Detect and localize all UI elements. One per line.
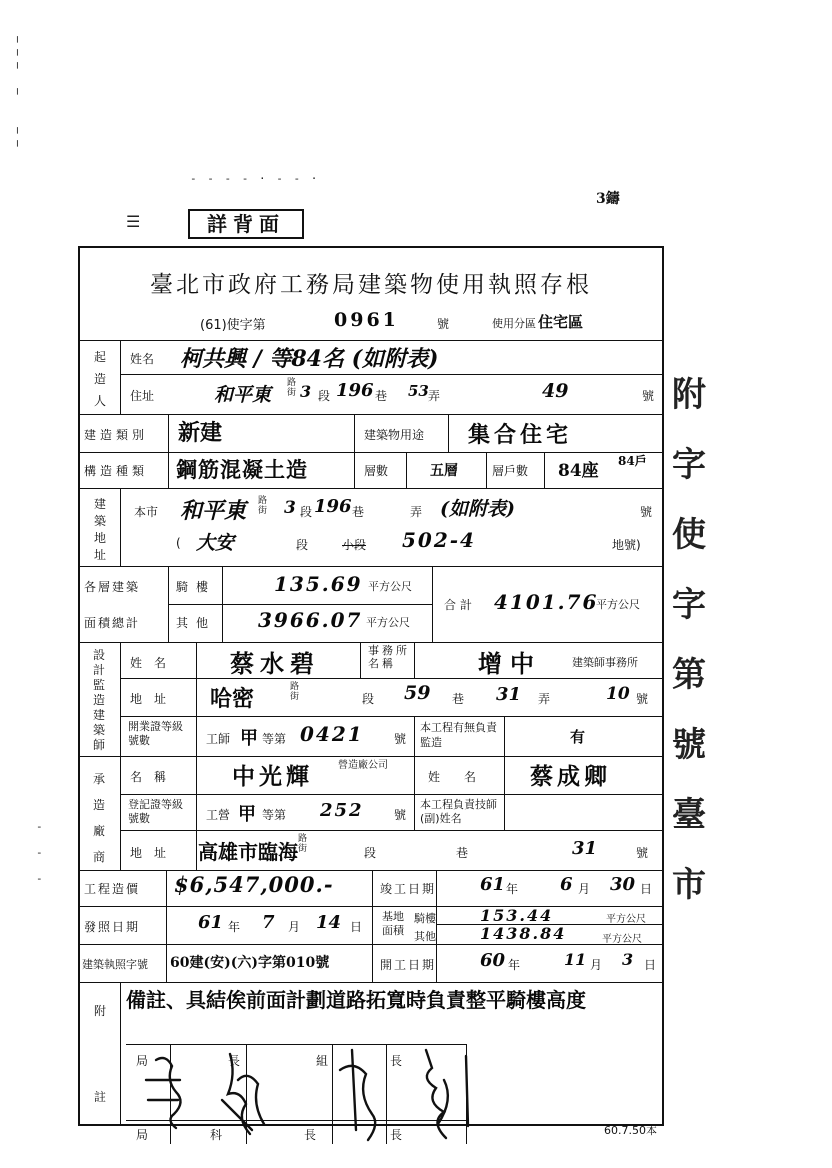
- start-day-label: 日: [644, 958, 657, 972]
- contractor-reg-number: 252: [320, 800, 364, 821]
- start-label: 開工日期: [380, 958, 437, 972]
- rule: [120, 716, 664, 717]
- contractor-number: 31: [572, 838, 598, 859]
- architect-office-label: 事務所名稱: [368, 644, 410, 670]
- rule: [78, 340, 664, 341]
- rule: [120, 830, 664, 831]
- start-day: 3: [622, 950, 634, 969]
- completion-label: 竣工日期: [380, 882, 437, 896]
- issue-day: 14: [316, 912, 342, 933]
- alley-label: 弄: [428, 389, 441, 403]
- architect-lane: 59: [404, 682, 431, 704]
- start-month-label: 月: [590, 958, 603, 972]
- contractor-tech-label: 本工程負責技師(副)姓名: [420, 798, 497, 825]
- site-street: 和平東: [180, 498, 247, 524]
- rule: [486, 452, 487, 488]
- sign-label: 長: [304, 1128, 317, 1142]
- issue-year-label: 年: [228, 920, 241, 934]
- rule: [414, 716, 415, 756]
- site-line2-open: (: [176, 536, 181, 550]
- architect-section-label: 段: [362, 692, 375, 706]
- architect-name-value: 蔡水碧: [230, 649, 320, 678]
- rule: [432, 566, 433, 642]
- rule: [168, 604, 432, 605]
- road-label: 路街: [287, 378, 297, 398]
- detail-back-stamp: 詳背面: [188, 209, 304, 239]
- document-title: 臺北市政府工務局建築物使用執照存根: [150, 272, 592, 298]
- applicant-group-label: 起造人: [93, 350, 106, 408]
- site-area-label: 基地面積: [382, 910, 404, 937]
- site-subsection-label: 小段: [342, 538, 367, 552]
- contractor-address-value: 高雄市臨海: [198, 840, 298, 864]
- rule: [78, 414, 664, 415]
- contractor-reg-suffix: 號: [394, 808, 407, 822]
- site-other-unit: 平方公尺: [602, 934, 642, 945]
- area-total-label: 合計: [444, 598, 477, 612]
- architect-number-label: 號: [636, 692, 649, 706]
- area-label-bottom: 面積總計: [84, 616, 141, 630]
- rule: [78, 642, 664, 643]
- rule: [504, 756, 505, 830]
- rule: [120, 340, 121, 414]
- units-extra: 84戶: [618, 454, 647, 468]
- rule: [544, 452, 545, 488]
- area-total-unit: 平方公尺: [596, 598, 640, 611]
- rule: [372, 870, 373, 982]
- contractor-group-label: 承造廠商: [92, 772, 105, 864]
- contractor-reg-mid: 等第: [262, 808, 287, 822]
- permit-number-value: 0961: [334, 309, 399, 331]
- site-lot-label: 地號): [612, 538, 641, 552]
- contractor-address-label: 地址: [130, 846, 179, 860]
- applicant-number: 49: [542, 380, 569, 402]
- architect-license-grade: 甲: [240, 728, 258, 749]
- scan-mark: ☰: [126, 212, 141, 231]
- site-city: 本市: [134, 505, 159, 519]
- sign-label: 長: [390, 1054, 403, 1068]
- scan-mark: - - -: [36, 820, 43, 885]
- site-lot-section: 大安: [196, 532, 235, 554]
- completion-year: 61: [480, 874, 506, 895]
- floors-value: 五層: [430, 463, 458, 479]
- architect-resp-value: 有: [570, 728, 586, 746]
- lane-label: 巷: [375, 389, 388, 403]
- issue-month-label: 月: [288, 920, 301, 934]
- issue-day-label: 日: [350, 920, 363, 934]
- rule: [222, 566, 223, 642]
- rule: [354, 414, 355, 488]
- contractor-person-value: 蔡成卿: [530, 763, 611, 790]
- area-arcade-unit: 平方公尺: [368, 580, 412, 593]
- contractor-lane-label: 巷: [456, 846, 469, 860]
- site-alley-label: 弄: [410, 505, 423, 519]
- building-use-value: 集合住宅: [468, 422, 573, 448]
- rule: [406, 452, 407, 488]
- applicant-name-value: 柯共興 / 等84名 (如附表): [180, 346, 439, 372]
- area-other-label: 其他: [176, 616, 217, 630]
- rule: [78, 452, 664, 453]
- cost-label: 工程造價: [84, 882, 141, 896]
- architect-license-label: 開業證等級號數: [128, 720, 183, 747]
- site-number-label: 號: [640, 505, 653, 519]
- contractor-name-value: 中光輝: [232, 763, 313, 790]
- architect-alley: 31: [496, 684, 522, 705]
- area-arcade-value: 135.69: [274, 572, 363, 596]
- structure-label: 構造種類: [84, 464, 149, 478]
- start-month: 11: [564, 950, 587, 969]
- rule: [504, 716, 505, 756]
- units-label: 層戶數: [492, 464, 529, 478]
- architect-office-value: 增中: [478, 649, 542, 678]
- completion-day-label: 日: [640, 882, 653, 896]
- rule: [120, 982, 121, 1126]
- site-note: (如附表): [440, 498, 515, 520]
- rule: [168, 566, 169, 642]
- permit-value: 60建(安)(六)字第010號: [170, 955, 330, 971]
- sign-label: 局: [136, 1128, 149, 1142]
- architect-road-label: 路街: [290, 682, 300, 702]
- area-total-value: 4101.76: [494, 590, 599, 614]
- building-type-label: 建造類別: [84, 428, 149, 442]
- site-label: 建築地址: [93, 497, 106, 562]
- notes-label-bottom: 註: [94, 1090, 107, 1104]
- contractor-section-label: 段: [364, 846, 377, 860]
- contractor-road-label: 路街: [298, 834, 308, 854]
- sign-label: 局: [136, 1054, 149, 1068]
- building-type-value: 新建: [178, 420, 223, 446]
- site-lane: 196: [314, 496, 352, 517]
- corner-mark: 3鑄: [596, 191, 620, 207]
- number-label: 號: [642, 389, 655, 403]
- signature-scribbles: [126, 1040, 486, 1150]
- units-value: 84座: [558, 461, 599, 481]
- architect-address-street: 哈密: [210, 686, 255, 712]
- architect-office-suffix: 建築師事務所: [572, 656, 638, 669]
- applicant-address-label: 住址: [130, 389, 155, 403]
- applicant-lane: 196: [336, 380, 374, 401]
- section-label: 段: [318, 389, 331, 403]
- architect-number: 10: [606, 684, 630, 704]
- rule: [360, 642, 361, 678]
- contractor-person-label: 姓名: [428, 770, 501, 784]
- area-other-unit: 平方公尺: [366, 616, 410, 629]
- issue-year: 61: [198, 912, 224, 933]
- site-lane-label: 巷: [352, 505, 365, 519]
- architect-resp-label: 本工程有無負責監造: [420, 721, 497, 749]
- issue-label: 發照日期: [84, 920, 141, 934]
- site-arcade-label: 騎樓: [414, 912, 436, 925]
- permit-number-line: (61)使字第: [200, 318, 266, 333]
- rule: [120, 374, 664, 375]
- cost-value: $6,547,000.-: [174, 872, 334, 897]
- permit-number-suffix: 號: [437, 317, 450, 331]
- contractor-number-label: 號: [636, 846, 649, 860]
- applicant-section: 3: [300, 382, 312, 401]
- rule: [414, 756, 415, 830]
- print-code: 60.7.50本: [604, 1124, 657, 1137]
- site-section-label: 段: [300, 505, 313, 519]
- rule: [78, 982, 664, 983]
- notes-text: 備註、具結俟前面計劃道路拓寬時負責整平騎樓高度: [126, 988, 586, 1012]
- structure-value: 鋼筋混凝土造: [176, 457, 308, 482]
- building-use-label: 建築物用途: [364, 428, 425, 442]
- rule: [414, 642, 415, 678]
- rule: [168, 414, 169, 488]
- rule: [78, 756, 664, 757]
- applicant-name-label: 姓名: [130, 352, 155, 366]
- architect-license-mid: 等第: [262, 732, 287, 746]
- contractor-reg-label: 登記證等級號數: [128, 798, 183, 825]
- architect-alley-label: 弄: [538, 692, 551, 706]
- sign-label: 長: [228, 1054, 241, 1068]
- site-lot-section-label: 段: [296, 538, 309, 552]
- contractor-reg-grade: 甲: [238, 804, 256, 825]
- rule: [196, 642, 197, 870]
- contractor-reg-prefix: 工營: [206, 808, 231, 822]
- scan-mark: ╷ ╷ ╷ ╷ ╷ ╷: [14, 30, 21, 147]
- rule: [78, 566, 664, 567]
- start-year: 60: [480, 950, 506, 971]
- completion-year-label: 年: [506, 882, 519, 896]
- contractor-name-suffix: 營造廠公司: [338, 760, 388, 771]
- sign-label: 長: [390, 1128, 403, 1142]
- site-road-label: 路街: [258, 496, 268, 516]
- area-label-top: 各層建築: [84, 580, 141, 594]
- rule: [120, 678, 664, 679]
- issue-month: 7: [262, 912, 275, 933]
- architect-license-prefix: 工師: [206, 732, 231, 746]
- site-arcade-value: 153.44: [480, 906, 554, 925]
- sign-label: 組: [316, 1054, 329, 1068]
- rule: [436, 870, 437, 982]
- zone-label: 使用分區: [492, 317, 536, 330]
- completion-month-label: 月: [578, 882, 591, 896]
- completion-month: 6: [560, 874, 573, 895]
- site-other-label: 其他: [414, 930, 436, 943]
- rule: [166, 870, 167, 982]
- rule: [120, 794, 664, 795]
- margin-bleed-text: 附 字 使 字 第 號 臺 市: [672, 375, 706, 905]
- site-other-value: 1438.84: [480, 924, 567, 943]
- architect-address-label: 地址: [130, 692, 179, 706]
- architect-license-suffix: 號: [394, 732, 407, 746]
- rule: [120, 642, 121, 870]
- architect-license-number: 0421: [300, 722, 364, 746]
- site-arcade-unit: 平方公尺: [606, 914, 646, 925]
- applicant-street: 和平東: [214, 384, 272, 406]
- rule: [120, 488, 121, 566]
- architect-lane-label: 巷: [452, 692, 465, 706]
- notes-label-top: 附: [94, 1004, 107, 1018]
- architect-name-label: 姓名: [130, 656, 179, 670]
- area-other-value: 3966.07: [258, 608, 363, 632]
- area-arcade-label: 騎樓: [176, 580, 217, 594]
- contractor-name-label: 名稱: [130, 770, 179, 784]
- sign-label: 科: [210, 1128, 223, 1142]
- applicant-alley: 53: [408, 382, 429, 400]
- floors-label: 層數: [364, 464, 389, 478]
- completion-day: 30: [610, 874, 636, 895]
- scan-mark: - - - - · - - ·: [190, 172, 320, 185]
- rule: [78, 488, 664, 489]
- start-year-label: 年: [508, 958, 521, 972]
- site-section: 3: [284, 498, 296, 518]
- permit-label: 建築執照字號: [82, 958, 148, 971]
- zone-value: 住宅區: [538, 313, 584, 331]
- architect-group-label: 設計監造建築師: [92, 648, 105, 752]
- rule: [448, 414, 449, 452]
- site-lot-number: 502-4: [402, 528, 476, 552]
